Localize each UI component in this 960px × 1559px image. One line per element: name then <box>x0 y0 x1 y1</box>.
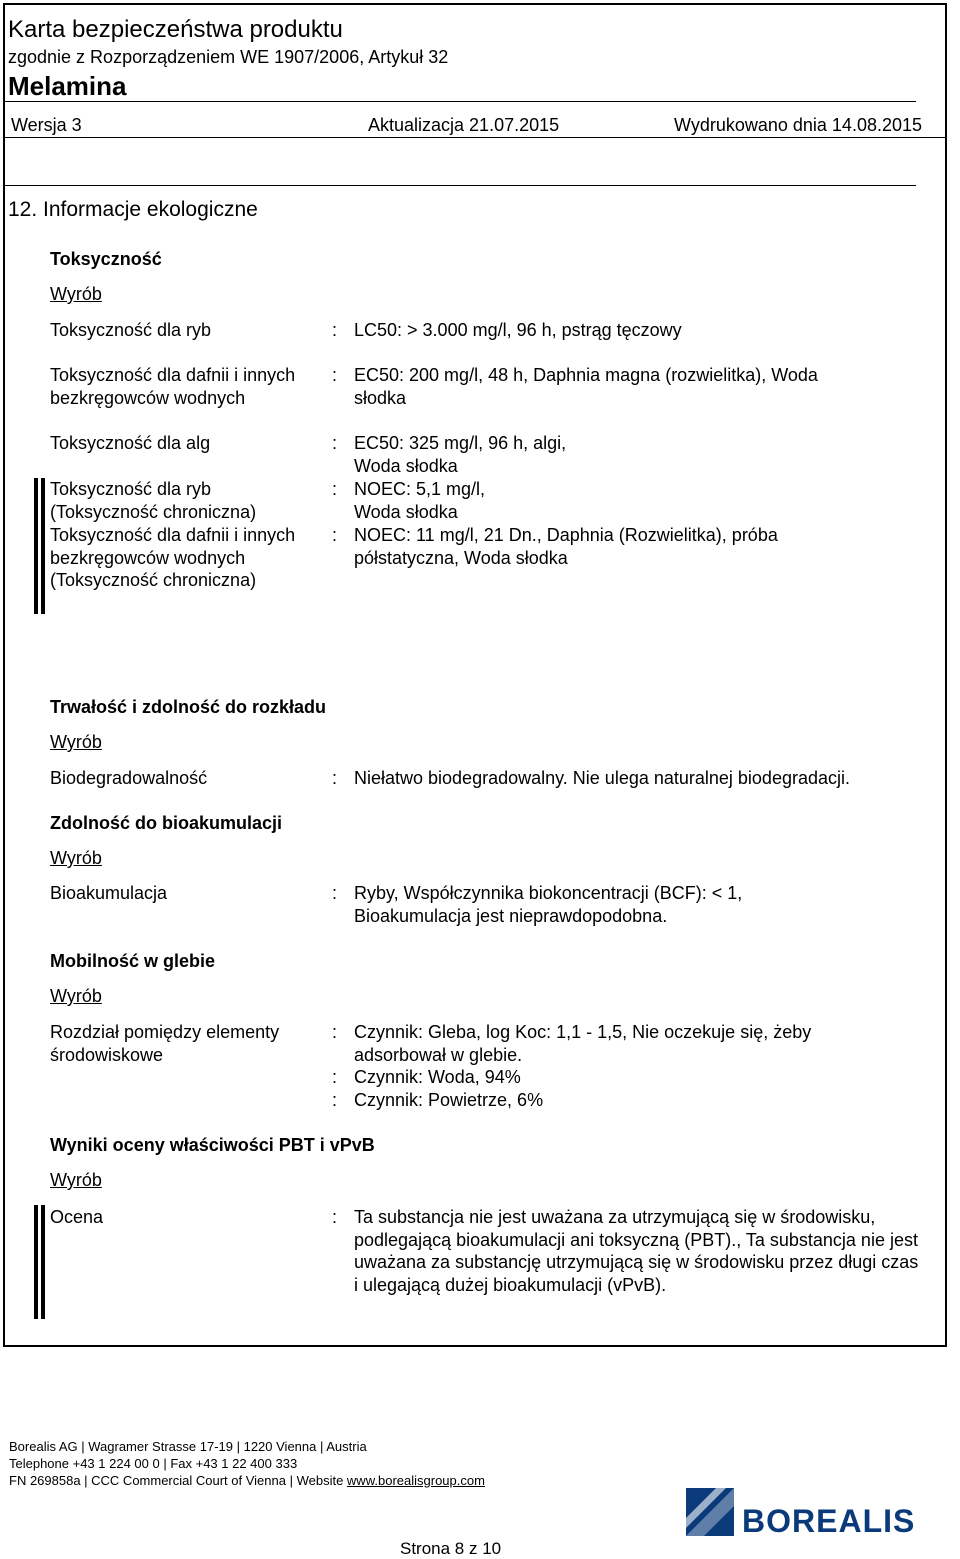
persistence-product-label: Wyrób <box>50 732 102 752</box>
colon: : <box>332 1207 338 1227</box>
toxicity-row-value: NOEC: 5,1 mg/l, Woda słodka <box>354 479 486 522</box>
toxicity-heading: Toksyczność <box>50 249 162 269</box>
bioaccumulation-label: Bioakumulacja <box>50 883 168 903</box>
mobility-product-label: Wyrób <box>50 986 102 1006</box>
revision-bar <box>41 478 45 614</box>
section-rule <box>5 185 916 186</box>
revision-bar <box>34 1205 38 1319</box>
colon: : <box>332 1022 338 1042</box>
toxicity-row-value: NOEC: 11 mg/l, 21 Dn., Daphnia (Rozwielitka), próba półstatyczna, Woda słodka <box>354 525 778 568</box>
document-title: Karta bezpieczeństwa produktu <box>8 16 343 43</box>
printed-label: Wydrukowano dnia 14.08.2015 <box>674 115 923 135</box>
biodegradability-label: Biodegradowalność <box>50 768 208 788</box>
colon: : <box>332 479 338 499</box>
colon: : <box>332 433 338 453</box>
borealis-logo-icon <box>686 1488 734 1536</box>
page-number: Strona 8 z 10 <box>400 1539 502 1558</box>
colon: : <box>332 883 338 903</box>
toxicity-row-label: Toksyczność dla dafnii i innych bezkręgowców wodnych (Toksyczność chroniczna) <box>50 525 296 590</box>
revision-bar <box>34 478 38 614</box>
bioaccumulation-heading: Zdolność do bioakumulacji <box>50 813 283 833</box>
toxicity-row-label: Toksyczność dla alg <box>50 433 211 453</box>
revision-bar <box>41 1205 45 1319</box>
pbt-heading: Wyniki oceny właściwości PBT i vPvB <box>50 1135 375 1155</box>
distribution-value: Czynnik: Gleba, log Koc: 1,1 - 1,5, Nie oczekuje się, żeby adsorbował w glebie. <box>354 1022 812 1065</box>
distribution-label: Rozdział pomiędzy elementy środowiskowe <box>50 1022 280 1065</box>
product-name: Melamina <box>8 71 127 101</box>
footer-address: Borealis AG | Wagramer Strasse 17-19 | 1220 Vienna | Austria <box>9 1439 367 1454</box>
colon: : <box>332 365 338 385</box>
assessment-value: Ta substancja nie jest uważana za utrzymującą się w środowisku, podlegającą bioakumulacji ani toksyczną (PBT)., Ta substancja nie jest uważana za substancję utrzymującą się w środowisku przez długi czas i ulegającą dużej bioakumulacji (vPvB). <box>354 1207 919 1295</box>
colon: : <box>332 1067 338 1087</box>
footer-registration-text: FN 269858a | CCC Commercial Court of Vienna | Website <box>9 1473 347 1488</box>
colon: : <box>332 768 338 788</box>
bioaccumulation-value: Ryby, Współczynnika biokoncentracji (BCF): < 1, Bioakumulacja jest nieprawdopodobna. <box>354 883 743 926</box>
toxicity-row-value: LC50: > 3.000 mg/l, 96 h, pstrąg tęczowy <box>354 320 682 340</box>
pbt-product-label: Wyrób <box>50 1170 102 1190</box>
footer-phone: Telephone +43 1 224 00 0 | Fax +43 1 22 400 333 <box>9 1456 298 1471</box>
toxicity-row-label: Toksyczność dla dafnii i innych bezkręgowców wodnych <box>50 365 296 408</box>
footer-registration <box>9 1473 485 1490</box>
header-rule <box>5 101 916 102</box>
assessment-label: Ocena <box>50 1207 104 1227</box>
biodegradability-value: Niełatwo biodegradowalny. Nie ulega naturalnej biodegradacji. <box>354 768 850 788</box>
version-label: Wersja 3 <box>11 115 82 135</box>
colon: : <box>332 320 338 340</box>
bioaccumulation-product-label: Wyrób <box>50 848 102 868</box>
toxicity-row-value: EC50: 200 mg/l, 48 h, Daphnia magna (rozwielitka), Woda słodka <box>354 365 818 408</box>
header-rule-2 <box>5 137 946 138</box>
persistence-heading: Trwałość i zdolność do rozkładu <box>50 697 327 717</box>
toxicity-row-value: EC50: 325 mg/l, 96 h, algi, Woda słodka <box>354 433 567 476</box>
colon: : <box>332 525 338 545</box>
regulation-note: zgodnie z Rozporządzeniem WE 1907/2006, Artykuł 32 <box>8 47 449 67</box>
mobility-heading: Mobilność w glebie <box>50 951 216 971</box>
toxicity-row-label: Toksyczność dla ryb <box>50 320 212 340</box>
distribution-value: Czynnik: Powietrze, 6% <box>354 1090 544 1110</box>
toxicity-row-label: Toksyczność dla ryb (Toksyczność chroniczna) <box>50 479 257 522</box>
toxicity-product-label: Wyrób <box>50 284 102 304</box>
distribution-value: Czynnik: Woda, 94% <box>354 1067 521 1087</box>
updated-label: Aktualizacja 21.07.2015 <box>368 115 560 135</box>
colon: : <box>332 1090 338 1110</box>
section-title: 12. Informacje ekologiczne <box>8 198 258 221</box>
website-link[interactable]: www.borealisgroup.com <box>346 1473 485 1488</box>
logo-wordmark: BOREALIS <box>742 1503 916 1539</box>
